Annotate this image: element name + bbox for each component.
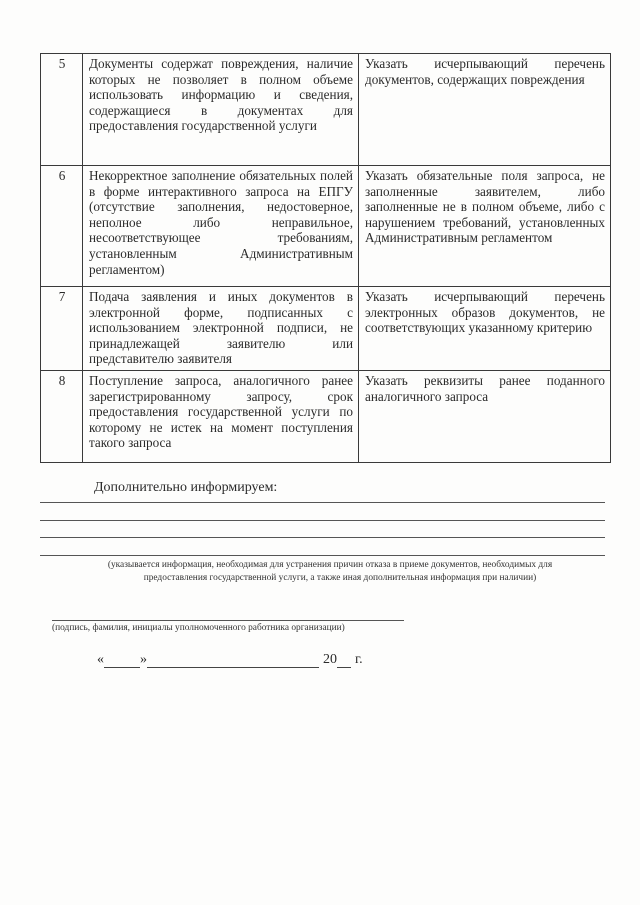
year-suffix: г. [355, 652, 363, 667]
reason-explanation: Указать исчерпывающий перечень электронных образов документов, не соответствующих указанному критерию [359, 287, 611, 371]
refusal-reasons-table [40, 53, 611, 463]
table-row [41, 287, 611, 371]
additional-info-heading: Дополнительно информируем: [94, 480, 278, 495]
row-number: 6 [41, 166, 83, 287]
refusal-reason: Документы содержат повреждения, наличие которых не позволяет в полном объеме использовать информацию и сведения, содержащиеся в документах для предоставления государственной услуги [83, 54, 359, 166]
reason-explanation: Указать реквизиты ранее поданного аналогичного запроса [359, 371, 611, 463]
fill-line [40, 537, 605, 538]
year-blank [337, 653, 351, 668]
month-blank [147, 653, 319, 668]
fill-line [40, 555, 605, 556]
fill-line [40, 502, 605, 503]
year-prefix: 20 [323, 652, 337, 667]
additional-info-note-line1: (указывается информация, необходимая для устранения причин отказа в приеме документов, необходимых для [107, 560, 553, 570]
refusal-reason: Подача заявления и иных документов в электронной форме, подписанных с использованием электронной подписи, не принадлежащей заявителю или представителю заявителя [83, 287, 359, 371]
refusal-reason: Некорректное заполнение обязательных полей в форме интерактивного запроса на ЕПГУ (отсутствие заполнения, недостоверное, неполное либо неправильное, несоответствующее требованиям, установленным Административным регламентом) [83, 166, 359, 287]
signature-line [52, 620, 404, 621]
signature-caption: (подпись, фамилия, инициалы уполномоченного работника организации) [52, 623, 345, 633]
row-number: 8 [41, 371, 83, 463]
row-number: 5 [41, 54, 83, 166]
refusal-reason: Поступление запроса, аналогичного ранее зарегистрированному запросу, срок предоставления государственной услуги по которому не истек на момент поступления такого запроса [83, 371, 359, 463]
table-row [41, 54, 611, 166]
reason-explanation: Указать обязательные поля запроса, не заполненные заявителем, либо заполненные не в полном объеме, либо с нарушением требований, установленных Административным регламентом [359, 166, 611, 287]
row-number: 7 [41, 287, 83, 371]
date-field [97, 652, 363, 668]
reason-explanation: Указать исчерпывающий перечень документов, содержащих повреждения [359, 54, 611, 166]
additional-info-note-line2: предоставления государственной услуги, а также иная дополнительная информация при наличии) [143, 573, 537, 583]
date-close-quote: » [140, 652, 147, 667]
table-row [41, 371, 611, 463]
day-blank [104, 653, 140, 668]
fill-line [40, 520, 605, 521]
table-row [41, 166, 611, 287]
date-open-quote: « [97, 652, 104, 667]
